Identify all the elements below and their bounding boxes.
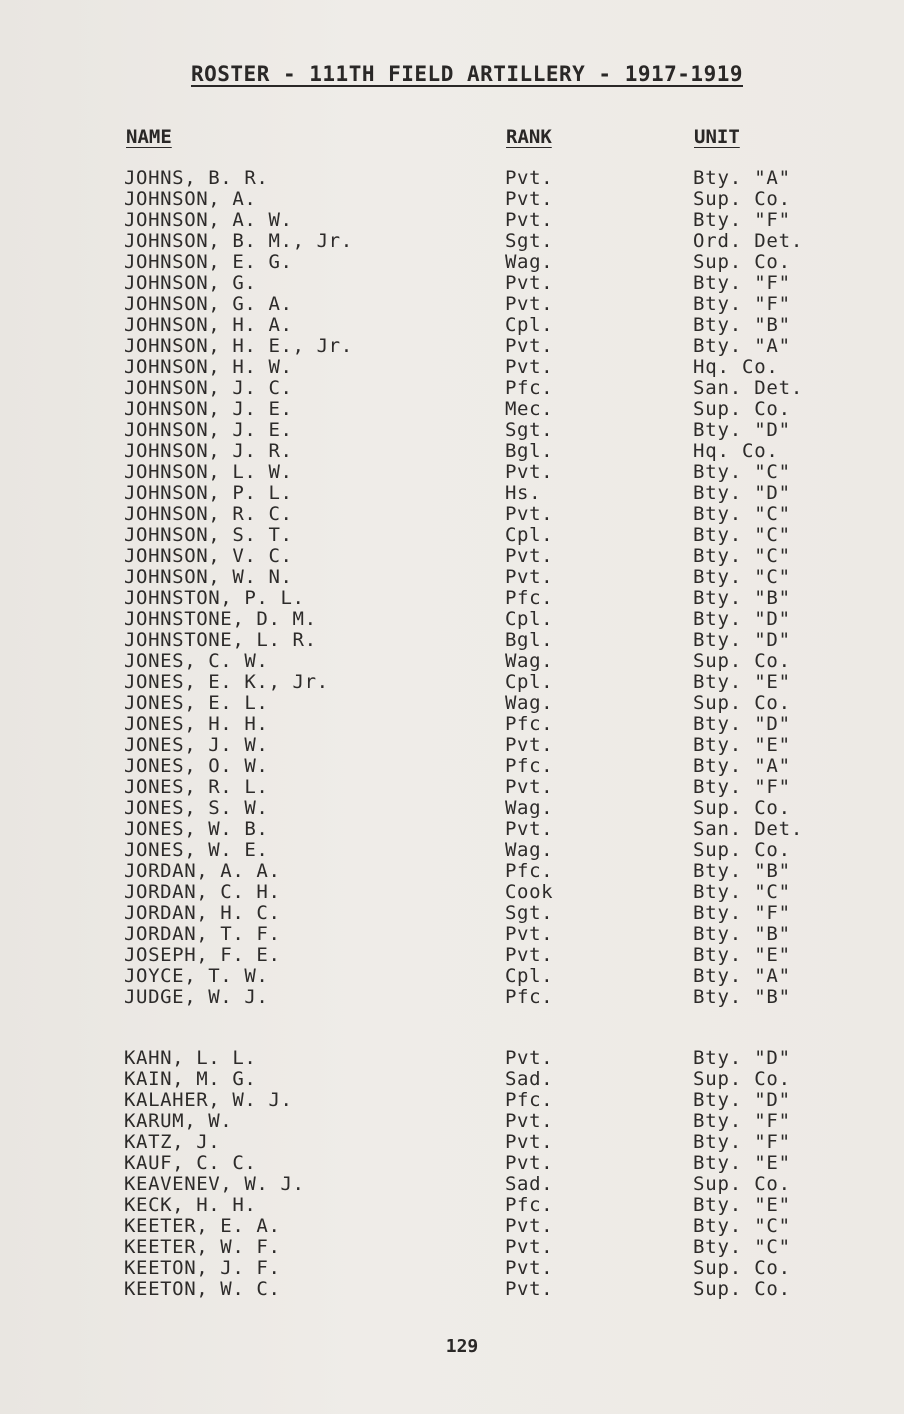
roster-unit: Bty. "F" [693,209,791,231]
roster-rank: Wag. [505,650,554,672]
roster-name: JONES, C. W. [124,650,269,672]
roster-rank: Cpl. [505,524,554,546]
table-row [0,1195,904,1216]
table-row [0,756,904,777]
roster-rank: Pvt. [505,923,554,945]
section-gap [0,1008,904,1048]
table-row [0,735,904,756]
table-row [0,546,904,567]
table-row [0,1258,904,1279]
roster-rank: Sgt. [505,230,554,252]
roster-name: KAUF, C. C. [124,1152,257,1174]
roster-rank: Pvt. [505,209,554,231]
roster-name: JOHNSON, J. R. [124,440,293,462]
roster-rank: Pvt. [505,272,554,294]
roster-name: JOHNSON, J. C. [124,377,293,399]
roster-unit: Sup. Co. [693,1257,791,1279]
roster-name: JONES, E. L. [124,692,269,714]
roster-unit: Bty. "A" [693,965,791,987]
roster-rank: Pvt. [505,1215,554,1237]
roster-unit: Sup. Co. [693,251,791,273]
table-row [0,378,904,399]
roster-rank: Mec. [505,398,554,420]
roster-rank: Sad. [505,1068,554,1090]
roster-rank: Wag. [505,839,554,861]
roster-name: JOHNSON, J. E. [124,419,293,441]
roster-rank: Pvt. [505,293,554,315]
roster-name: JONES, E. K., Jr. [124,671,329,693]
roster-name: JONES, R. L. [124,776,269,798]
roster-unit: Bty. "F" [693,293,791,315]
table-row [0,210,904,231]
roster-unit: Bty. "B" [693,587,791,609]
roster-name: KAHN, L. L. [124,1047,257,1069]
roster-unit: Bty. "D" [693,608,791,630]
roster-name: JONES, O. W. [124,755,269,777]
roster-unit: Sup. Co. [693,398,791,420]
roster-unit: Bty. "C" [693,1215,791,1237]
table-row [0,609,904,630]
table-row [0,861,904,882]
table-row [0,651,904,672]
roster-unit: Sup. Co. [693,797,791,819]
roster-name: JORDAN, H. C. [124,902,281,924]
roster-rank: Pvt. [505,1236,554,1258]
table-row [0,1090,904,1111]
roster-unit: Bty. "D" [693,1047,791,1069]
table-row [0,420,904,441]
roster-rank: Pvt. [505,1152,554,1174]
roster-rank: Sgt. [505,902,554,924]
roster-name: JONES, W. E. [124,839,269,861]
table-row [0,168,904,189]
roster-name: JOHNSON, R. C. [124,503,293,525]
table-row [0,588,904,609]
table-row [0,231,904,252]
table-row [0,567,904,588]
roster-name: JONES, H. H. [124,713,269,735]
roster-rank: Pvt. [505,503,554,525]
table-row [0,819,904,840]
roster-unit: Bty. "F" [693,1131,791,1153]
roster-rank: Pvt. [505,335,554,357]
roster-name: JOHNSON, H. W. [124,356,293,378]
roster-rank: Pvt. [505,356,554,378]
roster-name: JOHNSTONE, L. R. [124,629,317,651]
roster-rank: Pfc. [505,1194,554,1216]
roster-name: JOHNSON, J. E. [124,398,293,420]
roster-unit: Bty. "F" [693,776,791,798]
roster-unit: Ord. Det. [693,230,804,252]
roster-name: JOHNSON, P. L. [124,482,293,504]
roster-name: JOHNSON, V. C. [124,545,293,567]
table-row [0,399,904,420]
roster-rank: Bgl. [505,440,554,462]
table-row [0,945,904,966]
roster-name: JOHNSTONE, D. M. [124,608,317,630]
table-row [0,1111,904,1132]
roster-rank: Pfc. [505,986,554,1008]
table-row [0,1048,904,1069]
roster-rank: Wag. [505,797,554,819]
roster-unit: Sup. Co. [693,188,791,210]
roster-unit: Bty. "B" [693,986,791,1008]
table-row [0,525,904,546]
roster-rank: Pfc. [505,713,554,735]
roster-name: JONES, J. W. [124,734,269,756]
roster-unit: Bty. "A" [693,335,791,357]
roster-name: JOHNSON, W. N. [124,566,293,588]
column-header-name: NAME [126,126,172,148]
roster-rank: Pfc. [505,755,554,777]
table-row [0,441,904,462]
roster-table [0,168,904,1300]
table-row [0,294,904,315]
page-number: 129 [445,1336,479,1357]
table-row [0,924,904,945]
roster-name: JOHNS, B. R. [124,167,269,189]
roster-rank: Cpl. [505,671,554,693]
roster-name: JOHNSON, L. W. [124,461,293,483]
roster-name: JUDGE, W. J. [124,986,269,1008]
table-row [0,336,904,357]
roster-unit: Bty. "B" [693,314,791,336]
roster-unit: Bty. "F" [693,902,791,924]
roster-name: JOHNSON, G. A. [124,293,293,315]
roster-unit: Bty. "E" [693,1194,791,1216]
roster-name: KEETON, J. F. [124,1257,281,1279]
roster-rank: Cpl. [505,314,554,336]
roster-rank: Cpl. [505,608,554,630]
roster-name: KARUM, W. [124,1110,233,1132]
roster-rank: Pfc. [505,1089,554,1111]
table-row [0,798,904,819]
roster-rank: Pvt. [505,818,554,840]
roster-unit: Sup. Co. [693,1068,791,1090]
table-row [0,987,904,1008]
roster-unit: Bty. "C" [693,881,791,903]
roster-name: KALAHER, W. J. [124,1089,293,1111]
roster-rank: Pvt. [505,461,554,483]
roster-unit: Bty. "C" [693,566,791,588]
table-row [0,504,904,525]
roster-name: JONES, S. W. [124,797,269,819]
roster-name: KECK, H. H. [124,1194,257,1216]
roster-rank: Pvt. [505,1257,554,1279]
roster-name: JONES, W. B. [124,818,269,840]
roster-rank: Pvt. [505,1047,554,1069]
roster-name: KEETER, W. F. [124,1236,281,1258]
table-row [0,882,904,903]
roster-unit: Bty. "B" [693,923,791,945]
roster-rank: Wag. [505,251,554,273]
roster-name: JOHNSON, H. A. [124,314,293,336]
roster-unit: Sup. Co. [693,1278,791,1300]
table-row [0,1153,904,1174]
roster-name: JOHNSON, S. T. [124,524,293,546]
column-header-rank: RANK [506,126,552,148]
roster-rank: Pfc. [505,377,554,399]
roster-rank: Pvt. [505,545,554,567]
roster-unit: Bty. "E" [693,1152,791,1174]
roster-unit: Hq. Co. [693,356,779,378]
roster-rank: Pfc. [505,587,554,609]
roster-unit: San. Det. [693,818,804,840]
table-row [0,483,904,504]
table-row [0,966,904,987]
table-row [0,672,904,693]
roster-name: JOHNSON, B. M., Jr. [124,230,353,252]
roster-unit: Bty. "D" [693,419,791,441]
table-row [0,1279,904,1300]
roster-unit: Bty. "A" [693,167,791,189]
table-row [0,252,904,273]
page-title: ROSTER - 111TH FIELD ARTILLERY - 1917-1919 [190,62,743,86]
roster-rank: Hs. [505,482,542,504]
roster-unit: Sup. Co. [693,692,791,714]
roster-rank: Sgt. [505,419,554,441]
roster-unit: Bty. "C" [693,524,791,546]
roster-rank: Pvt. [505,1131,554,1153]
table-row [0,315,904,336]
roster-unit: Sup. Co. [693,650,791,672]
table-row [0,1216,904,1237]
table-row [0,273,904,294]
roster-rank: Pvt. [505,944,554,966]
roster-rank: Cook [505,881,554,903]
roster-rank: Pvt. [505,776,554,798]
table-row [0,1069,904,1090]
roster-name: JOHNSTON, P. L. [124,587,305,609]
table-row [0,903,904,924]
roster-unit: Hq. Co. [693,440,779,462]
roster-name: JORDAN, A. A. [124,860,281,882]
roster-unit: Bty. "B" [693,860,791,882]
roster-name: KAIN, M. G. [124,1068,257,1090]
roster-unit: Bty. "E" [693,671,791,693]
table-row [0,840,904,861]
table-row [0,1237,904,1258]
roster-unit: Bty. "E" [693,944,791,966]
roster-name: JOHNSON, A. [124,188,257,210]
roster-rank: Cpl. [505,965,554,987]
roster-unit: Bty. "D" [693,629,791,651]
roster-unit: Bty. "E" [693,734,791,756]
roster-rank: Pvt. [505,566,554,588]
table-row [0,777,904,798]
roster-rank: Pvt. [505,188,554,210]
roster-rank: Pvt. [505,167,554,189]
table-row [0,693,904,714]
roster-name: JOSEPH, F. E. [124,944,281,966]
roster-name: JOHNSON, H. E., Jr. [124,335,353,357]
roster-name: KEETER, E. A. [124,1215,281,1237]
roster-rank: Pfc. [505,860,554,882]
roster-name: KEAVENEV, W. J. [124,1173,305,1195]
table-row [0,1174,904,1195]
roster-unit: Bty. "A" [693,755,791,777]
roster-unit: Bty. "C" [693,1236,791,1258]
roster-unit: Sup. Co. [693,839,791,861]
table-row [0,714,904,735]
roster-name: JORDAN, C. H. [124,881,281,903]
roster-unit: Bty. "C" [693,461,791,483]
roster-unit: Bty. "C" [693,503,791,525]
table-row [0,189,904,210]
table-row [0,357,904,378]
roster-rank: Pvt. [505,1110,554,1132]
roster-rank: Pvt. [505,1278,554,1300]
roster-rank: Sad. [505,1173,554,1195]
roster-unit: San. Det. [693,377,804,399]
roster-unit: Bty. "C" [693,545,791,567]
roster-unit: Bty. "F" [693,272,791,294]
roster-unit: Bty. "D" [693,713,791,735]
column-header-unit: UNIT [694,126,740,148]
roster-unit: Bty. "F" [693,1110,791,1132]
roster-rank: Bgl. [505,629,554,651]
roster-unit: Bty. "D" [693,1089,791,1111]
roster-name: JORDAN, T. F. [124,923,281,945]
table-row [0,462,904,483]
roster-rank: Pvt. [505,734,554,756]
roster-name: KEETON, W. C. [124,1278,281,1300]
roster-rank: Wag. [505,692,554,714]
roster-name: KATZ, J. [124,1131,221,1153]
roster-name: JOYCE, T. W. [124,965,269,987]
roster-unit: Sup. Co. [693,1173,791,1195]
roster-unit: Bty. "D" [693,482,791,504]
roster-name: JOHNSON, E. G. [124,251,293,273]
table-row [0,1132,904,1153]
roster-name: JOHNSON, A. W. [124,209,293,231]
roster-name: JOHNSON, G. [124,272,257,294]
table-row [0,630,904,651]
